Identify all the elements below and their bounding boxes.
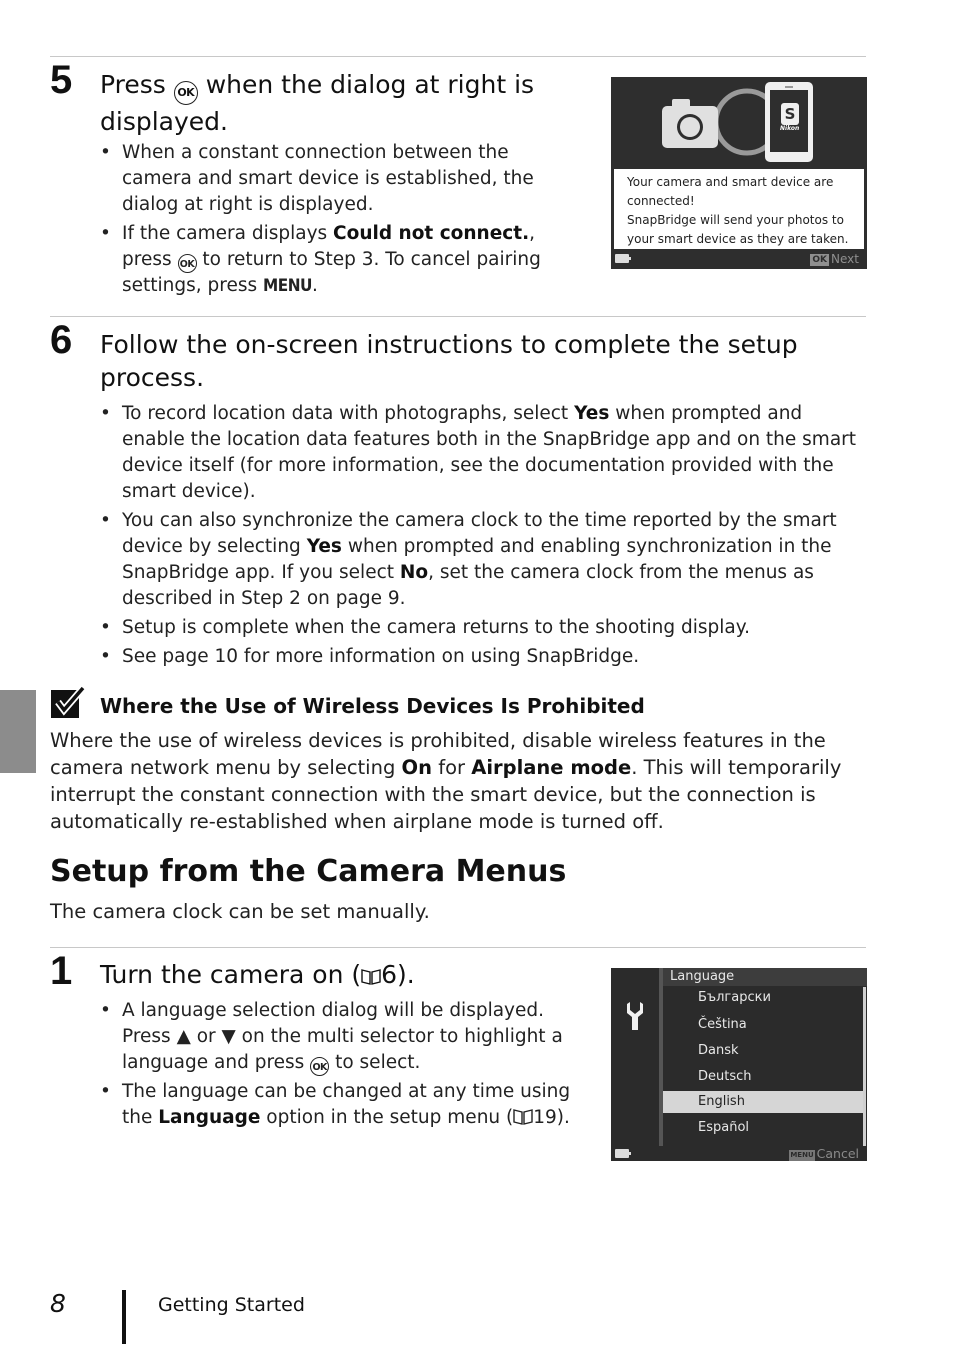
language-header: Language <box>663 968 867 986</box>
step-5-number: 5 <box>50 58 73 102</box>
up-arrow-icon: ▲ <box>176 1026 191 1047</box>
list-item: • A language selection dialog will be displayed. Press ▲ or ▼ on the multi selector to highlight a language and press OK to select. <box>100 998 580 1076</box>
section-title: Setup from the Camera Menus <box>50 854 567 889</box>
footer-divider <box>122 1290 126 1344</box>
wrench-icon <box>611 996 659 1056</box>
divider-step6 <box>50 316 866 317</box>
phone-brand: Nikon <box>780 125 800 132</box>
chapter-tab <box>0 690 36 773</box>
menu-button-label: MENU <box>263 276 312 296</box>
cancel-button[interactable]: MENU Cancel <box>790 1146 859 1161</box>
list-item: • See page 10 for more information on using SnapBridge. <box>100 644 866 670</box>
connection-illustration <box>611 77 867 169</box>
note-paragraph: Where the use of wireless devices is prohibited, disable wireless features in the camera network menu by selecting On for Airplane mode. This will temporarily interrupt the constant connection with the smart device, but the connection is automatically re-established when airplane mode is turned off. <box>50 729 842 833</box>
list-item: • If the camera displays Could not connect., press OK to return to Step 3. To cancel pairing settings, press MENU. <box>100 221 578 299</box>
language-list <box>663 987 863 1146</box>
step-1-title: Turn the camera on ( 6). <box>100 960 415 989</box>
list-item: • The language can be changed at any time using the Language option in the setup menu ( 19). <box>100 1079 580 1131</box>
list-item: • You can also synchronize the camera clock to the time reported by the smart device by selecting Yes when prompted and enabling synchronization in the SnapBridge app. If you select No, set the camera clock from the menus as described in Step 2 on page 9. <box>100 508 866 612</box>
list-item: • When a constant connection between the camera and smart device is established, the dialog at right is displayed. <box>100 140 578 218</box>
chapter-label: Getting Started <box>158 1294 305 1316</box>
camera-phone-icon <box>611 77 867 169</box>
book-ref-icon <box>513 1108 533 1125</box>
menu-key-icon: MENU <box>790 1151 814 1159</box>
language-option[interactable]: Čeština <box>698 1017 747 1032</box>
page-number: 8 <box>50 1289 66 1318</box>
book-ref-icon <box>361 968 381 985</box>
step-6-bullets <box>100 401 866 673</box>
list-item: • To record location data with photographs, select Yes when prompted and enable the location data features both in the SnapBridge app and on the smart device itself (for more information, see the documentation provided with the smart device). <box>100 401 866 505</box>
list-item: • Setup is complete when the camera returns to the shooting display. <box>100 615 866 641</box>
screen-bottom-bar <box>611 1146 867 1161</box>
language-option[interactable]: Deutsch <box>698 1069 752 1084</box>
battery-icon <box>615 1149 629 1158</box>
step-6-number: 6 <box>50 318 73 362</box>
ok-key-icon: OK <box>812 255 828 265</box>
step-1-bullets <box>100 998 580 1134</box>
camera-screen-language <box>611 968 867 1161</box>
camera-screen-connected <box>611 77 867 269</box>
step-5-bullets <box>100 140 578 302</box>
divider-top <box>50 56 866 57</box>
step-6-title: Follow the on-screen instructions to complete the setup process. <box>100 330 798 392</box>
down-arrow-icon: ▼ <box>221 1026 236 1047</box>
step-5-title: Press OK when the dialog at right is displayed. <box>100 70 535 136</box>
section-intro: The camera clock can be set manually. <box>50 900 430 923</box>
ok-button-icon: OK <box>174 81 198 105</box>
language-option[interactable]: Dansk <box>698 1043 739 1058</box>
ok-button-icon: OK <box>310 1057 329 1076</box>
connected-message: Your camera and smart device are connected! SnapBridge will send your photos to your smart device as they are taken. <box>614 169 864 249</box>
divider-step1 <box>50 947 866 948</box>
svg-text:S: S <box>784 105 796 123</box>
next-button[interactable]: OK Next <box>812 252 859 266</box>
step-1-number: 1 <box>50 949 73 993</box>
language-option[interactable]: Español <box>698 1120 750 1135</box>
menu-icon-column <box>611 968 659 1146</box>
check-note-icon <box>50 686 86 720</box>
screen-bottom-bar <box>611 249 867 269</box>
battery-icon <box>615 254 629 263</box>
language-option[interactable]: Български <box>698 990 771 1005</box>
language-option-selected[interactable]: English <box>663 1091 863 1113</box>
ok-button-icon: OK <box>178 254 197 273</box>
note-title: Where the Use of Wireless Devices Is Prohibited <box>100 694 645 718</box>
scrollbar[interactable] <box>863 987 866 1146</box>
